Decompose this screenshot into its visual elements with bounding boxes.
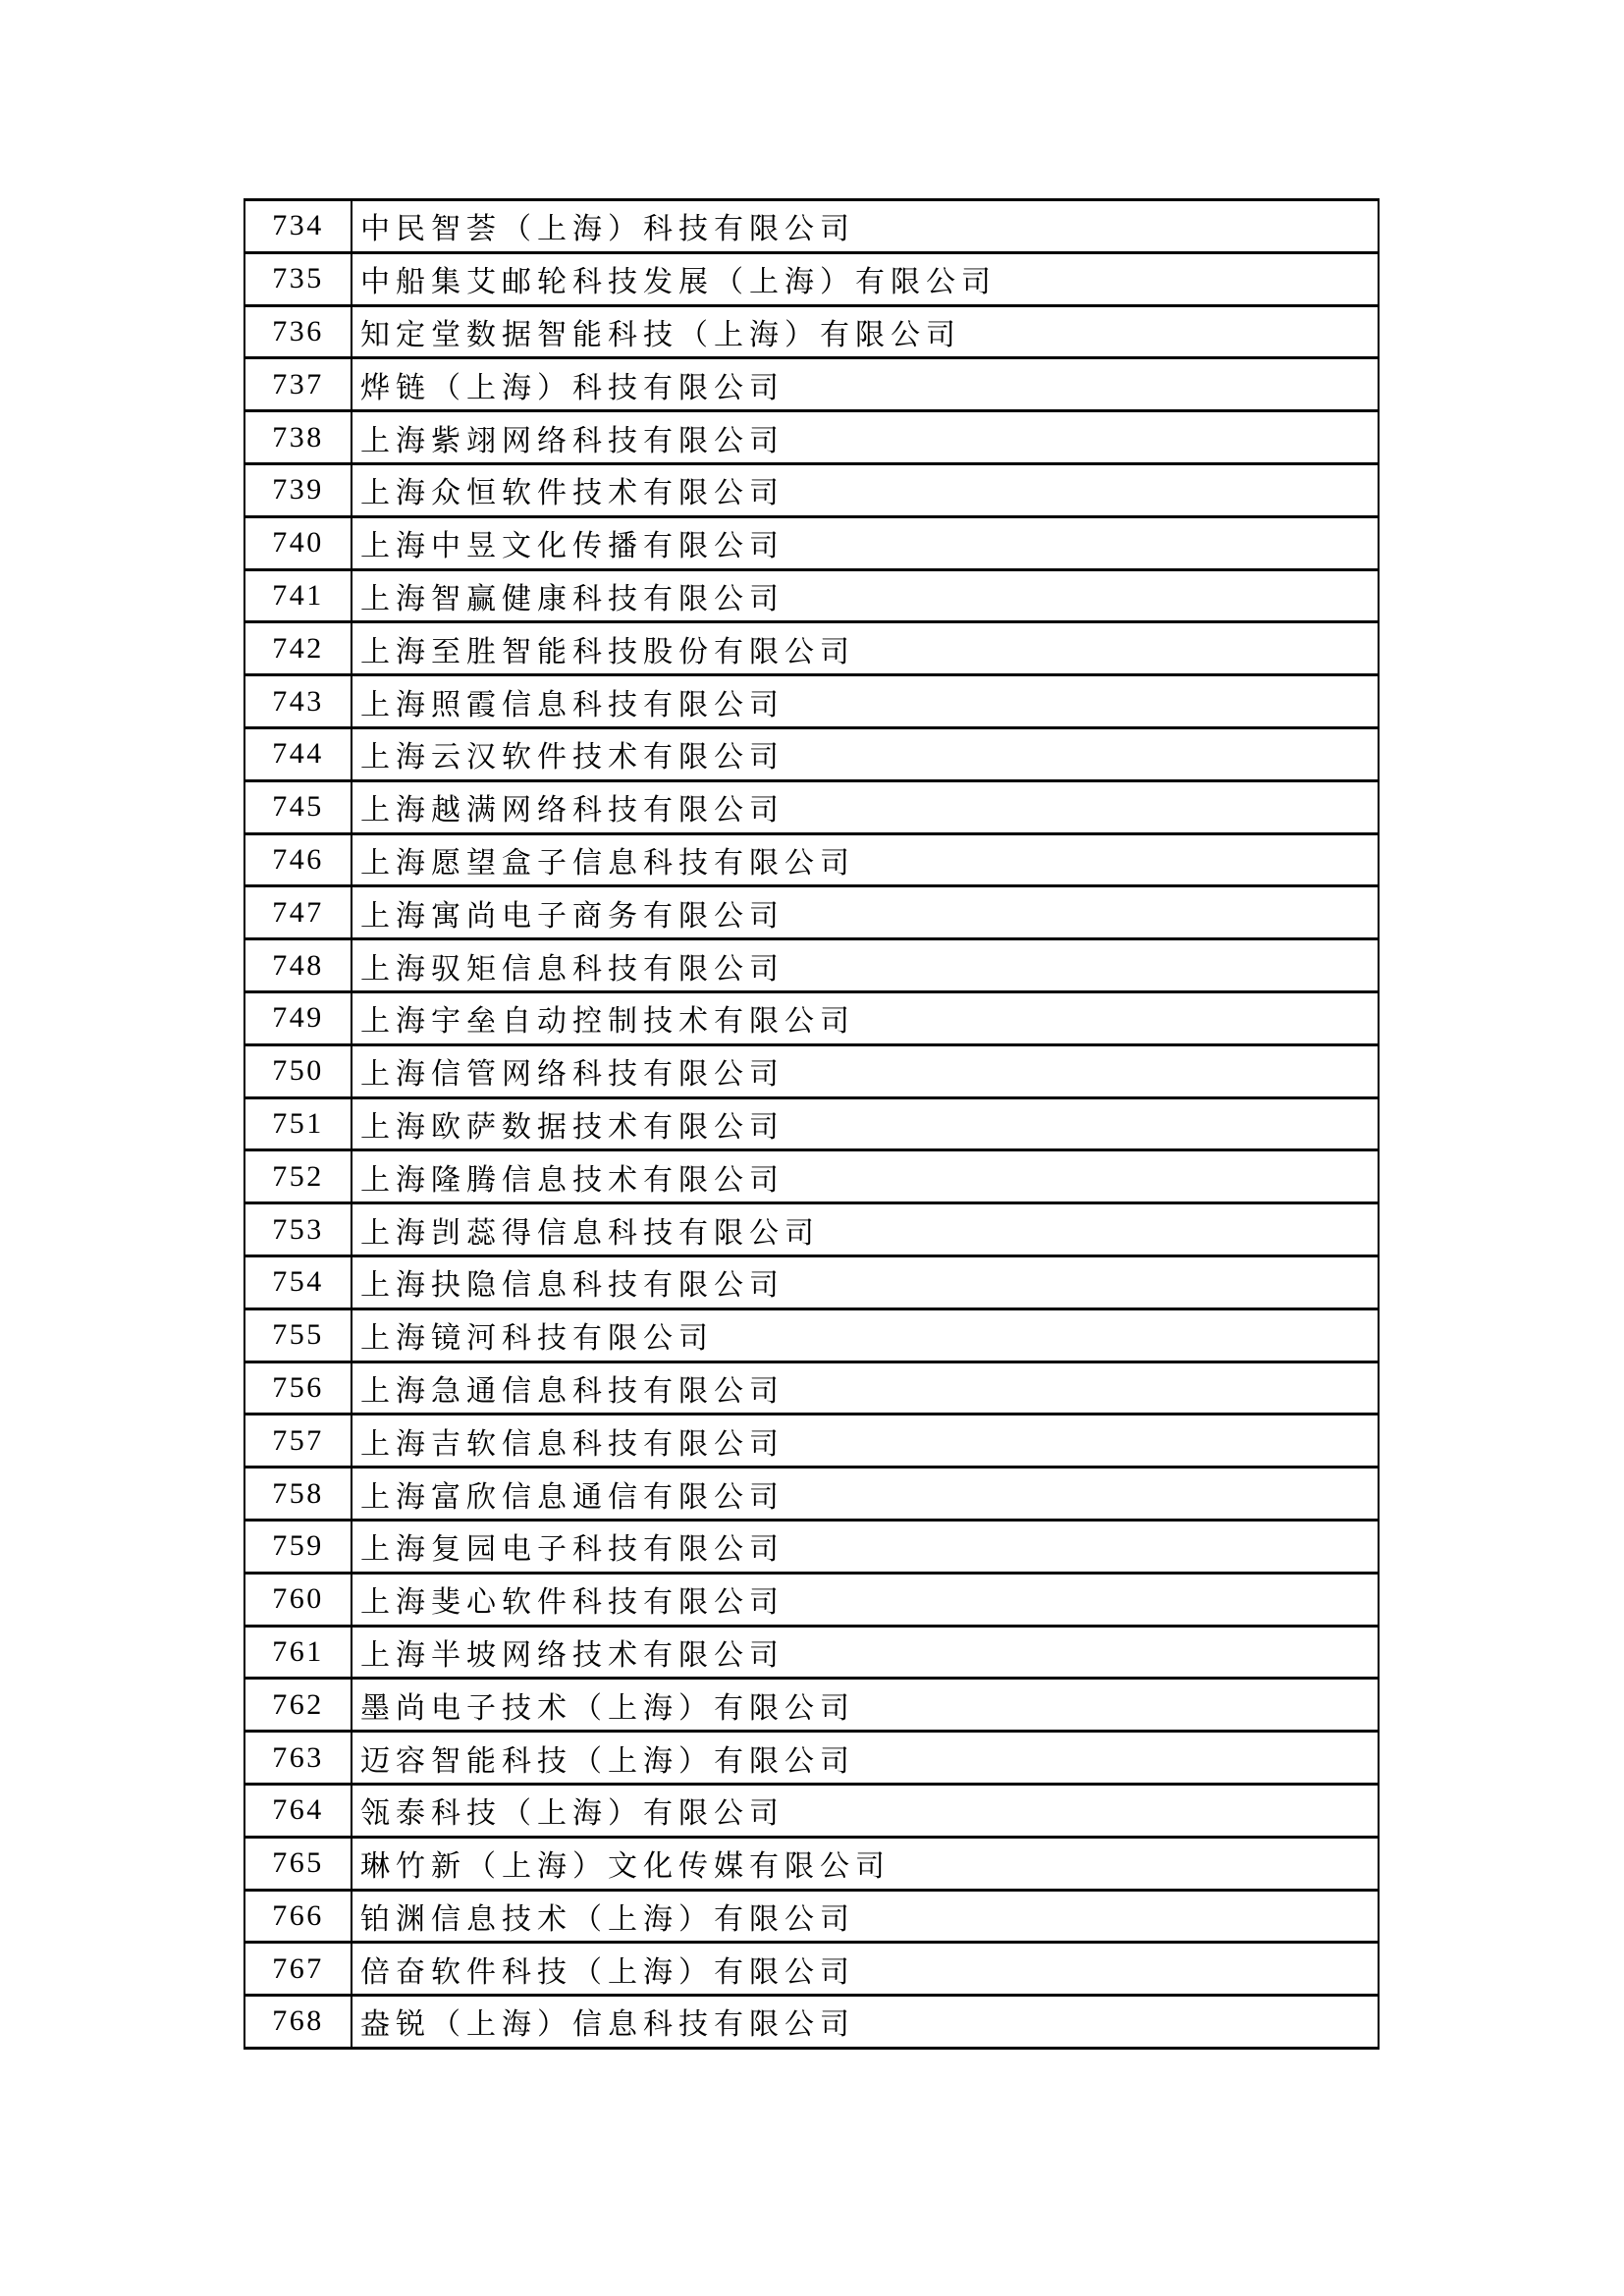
row-index-cell: 767	[244, 1943, 352, 1996]
table-row	[244, 1255, 1379, 1308]
table-row	[244, 1520, 1379, 1573]
company-name-cell: 上海云汉软件技术有限公司	[352, 727, 1379, 780]
company-name-cell: 上海信管网络科技有限公司	[352, 1044, 1379, 1097]
row-index-cell: 751	[244, 1097, 352, 1150]
table-row	[244, 886, 1379, 939]
table-row	[244, 1626, 1379, 1679]
row-index-cell: 760	[244, 1573, 352, 1626]
company-name-cell: 上海抉隐信息科技有限公司	[352, 1255, 1379, 1308]
company-name-cell: 中船集艾邮轮科技发展（上海）有限公司	[352, 252, 1379, 305]
table-row	[244, 1732, 1379, 1785]
row-index-cell: 747	[244, 886, 352, 939]
company-name-cell: 上海照霞信息科技有限公司	[352, 675, 1379, 728]
row-index-cell: 757	[244, 1415, 352, 1468]
company-name-cell: 瓴泰科技（上海）有限公司	[352, 1784, 1379, 1837]
company-table-body	[244, 200, 1379, 2049]
company-name-cell: 上海欧萨数据技术有限公司	[352, 1097, 1379, 1150]
row-index-cell: 742	[244, 622, 352, 675]
row-index-cell: 743	[244, 675, 352, 728]
row-index-cell: 736	[244, 305, 352, 358]
company-name-cell: 上海越满网络科技有限公司	[352, 780, 1379, 833]
row-index-cell: 759	[244, 1520, 352, 1573]
company-name-cell: 知定堂数据智能科技（上海）有限公司	[352, 305, 1379, 358]
company-name-cell: 倍奋软件科技（上海）有限公司	[352, 1943, 1379, 1996]
company-name-cell: 上海至胜智能科技股份有限公司	[352, 622, 1379, 675]
company-name-cell: 上海众恒软件技术有限公司	[352, 463, 1379, 516]
company-name-cell: 墨尚电子技术（上海）有限公司	[352, 1679, 1379, 1732]
row-index-cell: 764	[244, 1784, 352, 1837]
row-index-cell: 745	[244, 780, 352, 833]
table-row	[244, 358, 1379, 411]
table-row	[244, 1044, 1379, 1097]
company-name-cell: 上海紫翊网络科技有限公司	[352, 411, 1379, 464]
table-row	[244, 305, 1379, 358]
row-index-cell: 746	[244, 833, 352, 886]
row-index-cell: 768	[244, 1996, 352, 2049]
row-index-cell: 740	[244, 516, 352, 569]
table-row	[244, 569, 1379, 622]
table-row	[244, 1573, 1379, 1626]
table-row	[244, 1784, 1379, 1837]
company-name-cell: 上海镜河科技有限公司	[352, 1308, 1379, 1362]
company-name-cell: 铂渊信息技术（上海）有限公司	[352, 1890, 1379, 1943]
company-name-cell: 中民智荟（上海）科技有限公司	[352, 200, 1379, 253]
row-index-cell: 735	[244, 252, 352, 305]
company-name-cell: 上海斐心软件科技有限公司	[352, 1573, 1379, 1626]
table-row	[244, 1203, 1379, 1256]
table-row	[244, 516, 1379, 569]
company-name-cell: 盎锐（上海）信息科技有限公司	[352, 1996, 1379, 2049]
row-index-cell: 752	[244, 1150, 352, 1203]
table-row	[244, 991, 1379, 1044]
row-index-cell: 739	[244, 463, 352, 516]
table-row	[244, 1996, 1379, 2049]
table-row	[244, 1308, 1379, 1362]
company-list-table	[244, 198, 1380, 2050]
company-name-cell: 上海半坡网络技术有限公司	[352, 1626, 1379, 1679]
company-name-cell: 上海富欣信息通信有限公司	[352, 1468, 1379, 1521]
table-row	[244, 727, 1379, 780]
row-index-cell: 758	[244, 1468, 352, 1521]
company-name-cell: 上海寓尚电子商务有限公司	[352, 886, 1379, 939]
table-row	[244, 1097, 1379, 1150]
table-row	[244, 1943, 1379, 1996]
row-index-cell: 763	[244, 1732, 352, 1785]
table-row	[244, 411, 1379, 464]
company-name-cell: 烨链（上海）科技有限公司	[352, 358, 1379, 411]
row-index-cell: 766	[244, 1890, 352, 1943]
row-index-cell: 749	[244, 991, 352, 1044]
row-index-cell: 753	[244, 1203, 352, 1256]
table-row	[244, 200, 1379, 253]
row-index-cell: 755	[244, 1308, 352, 1362]
company-name-cell: 上海剀蕊得信息科技有限公司	[352, 1203, 1379, 1256]
row-index-cell: 738	[244, 411, 352, 464]
company-name-cell: 上海驭矩信息科技有限公司	[352, 939, 1379, 992]
table-row	[244, 1679, 1379, 1732]
row-index-cell: 748	[244, 939, 352, 992]
table-row	[244, 1362, 1379, 1415]
row-index-cell: 741	[244, 569, 352, 622]
table-row	[244, 1468, 1379, 1521]
row-index-cell: 750	[244, 1044, 352, 1097]
table-row	[244, 833, 1379, 886]
company-name-cell: 上海宇垒自动控制技术有限公司	[352, 991, 1379, 1044]
company-name-cell: 上海愿望盒子信息科技有限公司	[352, 833, 1379, 886]
company-name-cell: 琳竹新（上海）文化传媒有限公司	[352, 1837, 1379, 1890]
company-name-cell: 上海复园电子科技有限公司	[352, 1520, 1379, 1573]
table-row	[244, 463, 1379, 516]
company-name-cell: 上海智赢健康科技有限公司	[352, 569, 1379, 622]
table-row	[244, 780, 1379, 833]
row-index-cell: 765	[244, 1837, 352, 1890]
row-index-cell: 756	[244, 1362, 352, 1415]
row-index-cell: 734	[244, 200, 352, 253]
row-index-cell: 744	[244, 727, 352, 780]
company-name-cell: 上海急通信息科技有限公司	[352, 1362, 1379, 1415]
table-row	[244, 675, 1379, 728]
row-index-cell: 761	[244, 1626, 352, 1679]
table-row	[244, 252, 1379, 305]
table-row	[244, 939, 1379, 992]
table-row	[244, 1890, 1379, 1943]
row-index-cell: 754	[244, 1255, 352, 1308]
row-index-cell: 737	[244, 358, 352, 411]
company-name-cell: 上海隆腾信息技术有限公司	[352, 1150, 1379, 1203]
table-row	[244, 1150, 1379, 1203]
table-row	[244, 1837, 1379, 1890]
row-index-cell: 762	[244, 1679, 352, 1732]
table-row	[244, 1415, 1379, 1468]
table-row	[244, 622, 1379, 675]
company-name-cell: 迈容智能科技（上海）有限公司	[352, 1732, 1379, 1785]
company-name-cell: 上海吉软信息科技有限公司	[352, 1415, 1379, 1468]
company-name-cell: 上海中昱文化传播有限公司	[352, 516, 1379, 569]
